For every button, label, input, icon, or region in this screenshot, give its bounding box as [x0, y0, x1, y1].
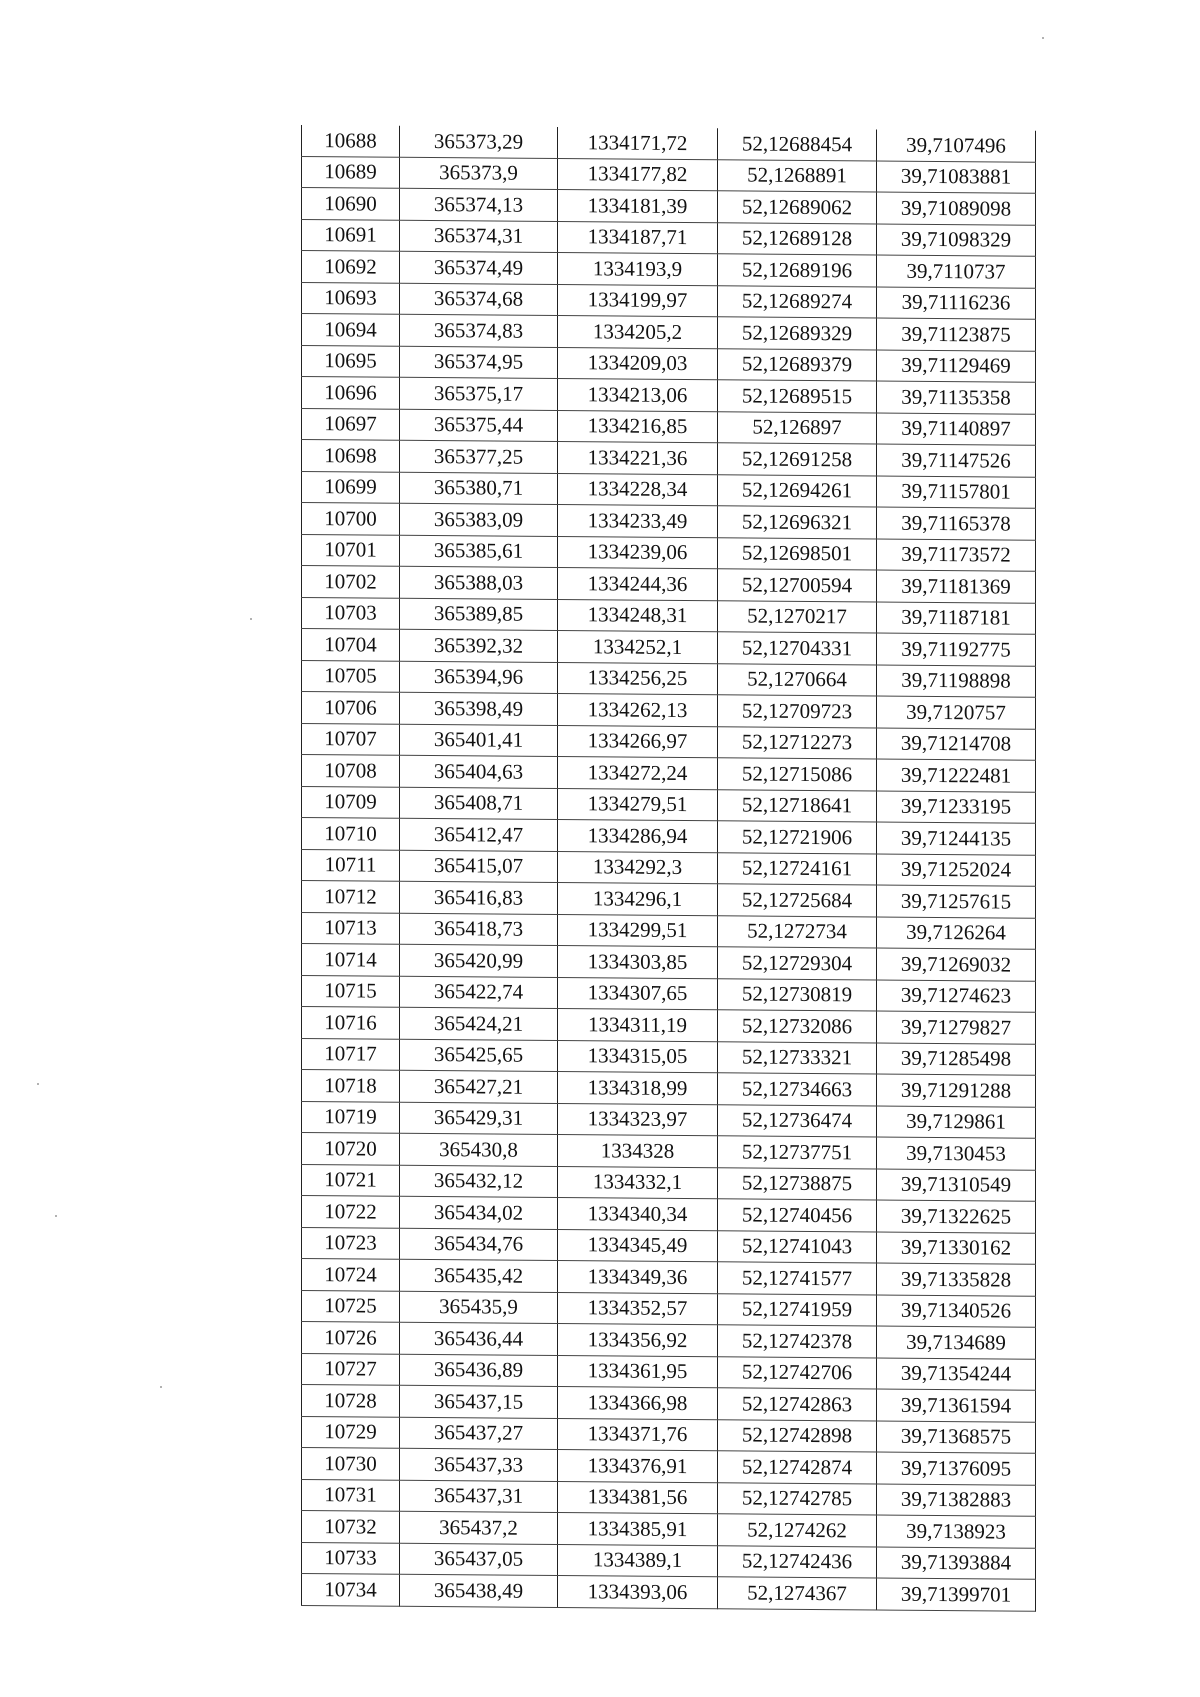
point-number-cell: 10696 — [302, 377, 400, 409]
point-number-cell: 10705 — [302, 660, 400, 692]
longitude-cell: 39,71089098 — [877, 192, 1036, 225]
x-coordinate-cell: 365415,07 — [400, 850, 558, 883]
longitude-cell: 39,71399701 — [877, 1578, 1036, 1611]
latitude-cell: 52,12694261 — [718, 474, 877, 507]
latitude-cell: 52,12732086 — [718, 1010, 877, 1043]
point-number-cell: 10731 — [302, 1479, 400, 1511]
longitude-cell: 39,71198898 — [877, 665, 1036, 698]
y-coordinate-cell: 1334244,36 — [558, 568, 718, 601]
y-coordinate-cell: 1334366,98 — [558, 1387, 718, 1420]
longitude-cell: 39,71222481 — [877, 759, 1036, 792]
latitude-cell: 52,12733321 — [718, 1041, 877, 1074]
longitude-cell: 39,7110737 — [877, 255, 1036, 288]
latitude-cell: 52,1268891 — [718, 159, 877, 192]
latitude-cell: 52,1270217 — [718, 600, 877, 633]
x-coordinate-cell: 365377,25 — [400, 440, 558, 473]
latitude-cell: 52,12689128 — [718, 222, 877, 255]
table-row — [302, 1574, 1036, 1611]
latitude-cell: 52,12730819 — [718, 978, 877, 1011]
y-coordinate-cell: 1334216,85 — [558, 410, 718, 443]
longitude-cell: 39,71173572 — [877, 539, 1036, 572]
point-number-cell: 10697 — [302, 408, 400, 440]
x-coordinate-cell: 365412,47 — [400, 818, 558, 851]
scan-speck — [160, 1386, 162, 1388]
longitude-cell: 39,71322625 — [877, 1200, 1036, 1233]
longitude-cell: 39,71244135 — [877, 822, 1036, 855]
point-number-cell: 10727 — [302, 1353, 400, 1385]
x-coordinate-cell: 365388,03 — [400, 566, 558, 599]
y-coordinate-cell: 1334361,95 — [558, 1355, 718, 1388]
longitude-cell: 39,71135358 — [877, 381, 1036, 414]
y-coordinate-cell: 1334349,36 — [558, 1261, 718, 1294]
y-coordinate-cell: 1334332,1 — [558, 1166, 718, 1199]
y-coordinate-cell: 1334311,19 — [558, 1009, 718, 1042]
y-coordinate-cell: 1334262,13 — [558, 694, 718, 727]
point-number-cell: 10690 — [302, 188, 400, 220]
longitude-cell: 39,71393884 — [877, 1547, 1036, 1580]
longitude-cell: 39,71233195 — [877, 791, 1036, 824]
x-coordinate-cell: 365425,65 — [400, 1039, 558, 1072]
latitude-cell: 52,12736474 — [718, 1104, 877, 1137]
y-coordinate-cell: 1334228,34 — [558, 473, 718, 506]
x-coordinate-cell: 365430,8 — [400, 1133, 558, 1166]
point-number-cell: 10725 — [302, 1290, 400, 1322]
coordinates-table — [301, 125, 1036, 1611]
point-number-cell: 10712 — [302, 881, 400, 913]
latitude-cell: 52,12715086 — [718, 758, 877, 791]
latitude-cell: 52,12709723 — [718, 695, 877, 728]
point-number-cell: 10702 — [302, 566, 400, 598]
y-coordinate-cell: 1334209,03 — [558, 347, 718, 380]
x-coordinate-cell: 365394,96 — [400, 661, 558, 694]
point-number-cell: 10703 — [302, 597, 400, 629]
latitude-cell: 52,1272734 — [718, 915, 877, 948]
x-coordinate-cell: 365437,2 — [400, 1511, 558, 1544]
longitude-cell: 39,71382883 — [877, 1484, 1036, 1517]
point-number-cell: 10694 — [302, 314, 400, 346]
longitude-cell: 39,71083881 — [877, 161, 1036, 194]
y-coordinate-cell: 1334181,39 — [558, 190, 718, 223]
x-coordinate-cell: 365424,21 — [400, 1007, 558, 1040]
x-coordinate-cell: 365374,83 — [400, 314, 558, 347]
latitude-cell: 52,12689379 — [718, 348, 877, 381]
y-coordinate-cell: 1334356,92 — [558, 1324, 718, 1357]
y-coordinate-cell: 1334171,72 — [558, 127, 718, 159]
x-coordinate-cell: 365416,83 — [400, 881, 558, 914]
y-coordinate-cell: 1334279,51 — [558, 788, 718, 821]
latitude-cell: 52,12704331 — [718, 632, 877, 665]
longitude-cell: 39,71147526 — [877, 444, 1036, 477]
longitude-cell: 39,7129861 — [877, 1106, 1036, 1139]
latitude-cell: 52,12718641 — [718, 789, 877, 822]
x-coordinate-cell: 365435,42 — [400, 1259, 558, 1292]
longitude-cell: 39,71140897 — [877, 413, 1036, 446]
x-coordinate-cell: 365375,44 — [400, 409, 558, 442]
longitude-cell: 39,71279827 — [877, 1011, 1036, 1044]
x-coordinate-cell: 365437,27 — [400, 1417, 558, 1450]
longitude-cell: 39,71192775 — [877, 633, 1036, 666]
x-coordinate-cell: 365373,29 — [400, 126, 558, 158]
y-coordinate-cell: 1334213,06 — [558, 379, 718, 412]
latitude-cell: 52,1274367 — [718, 1577, 877, 1610]
y-coordinate-cell: 1334376,91 — [558, 1450, 718, 1483]
y-coordinate-cell: 1334221,36 — [558, 442, 718, 475]
latitude-cell: 52,12741043 — [718, 1230, 877, 1263]
longitude-cell: 39,71129469 — [877, 350, 1036, 383]
y-coordinate-cell: 1334266,97 — [558, 725, 718, 758]
point-number-cell: 10723 — [302, 1227, 400, 1259]
longitude-cell: 39,7107496 — [877, 130, 1036, 162]
y-coordinate-cell: 1334177,82 — [558, 158, 718, 191]
point-number-cell: 10710 — [302, 818, 400, 850]
x-coordinate-cell: 365434,76 — [400, 1228, 558, 1261]
point-number-cell: 10691 — [302, 219, 400, 251]
point-number-cell: 10706 — [302, 692, 400, 724]
x-coordinate-cell: 365432,12 — [400, 1165, 558, 1198]
point-number-cell: 10721 — [302, 1164, 400, 1196]
y-coordinate-cell: 1334345,49 — [558, 1229, 718, 1262]
coordinates-table-wrapper — [301, 125, 1035, 1611]
latitude-cell: 52,12741959 — [718, 1293, 877, 1326]
longitude-cell: 39,71165378 — [877, 507, 1036, 540]
latitude-cell: 52,12691258 — [718, 443, 877, 476]
y-coordinate-cell: 1334199,97 — [558, 284, 718, 317]
y-coordinate-cell: 1334381,56 — [558, 1481, 718, 1514]
y-coordinate-cell: 1334272,24 — [558, 757, 718, 790]
latitude-cell: 52,12742898 — [718, 1419, 877, 1452]
latitude-cell: 52,12738875 — [718, 1167, 877, 1200]
point-number-cell: 10728 — [302, 1385, 400, 1417]
longitude-cell: 39,71285498 — [877, 1043, 1036, 1076]
point-number-cell: 10689 — [302, 156, 400, 188]
latitude-cell: 52,12689062 — [718, 191, 877, 224]
latitude-cell: 52,12737751 — [718, 1136, 877, 1169]
latitude-cell: 52,1270664 — [718, 663, 877, 696]
longitude-cell: 39,71361594 — [877, 1389, 1036, 1422]
x-coordinate-cell: 365435,9 — [400, 1291, 558, 1324]
latitude-cell: 52,12689329 — [718, 317, 877, 350]
y-coordinate-cell: 1334385,91 — [558, 1513, 718, 1546]
point-number-cell: 10693 — [302, 282, 400, 314]
latitude-cell: 52,1274262 — [718, 1514, 877, 1547]
x-coordinate-cell: 365404,63 — [400, 755, 558, 788]
x-coordinate-cell: 365374,68 — [400, 283, 558, 316]
scan-speck — [250, 618, 252, 620]
x-coordinate-cell: 365380,71 — [400, 472, 558, 505]
y-coordinate-cell: 1334296,1 — [558, 883, 718, 916]
point-number-cell: 10716 — [302, 1007, 400, 1039]
y-coordinate-cell: 1334340,34 — [558, 1198, 718, 1231]
point-number-cell: 10724 — [302, 1259, 400, 1291]
latitude-cell: 52,12742436 — [718, 1545, 877, 1578]
point-number-cell: 10719 — [302, 1101, 400, 1133]
point-number-cell: 10692 — [302, 251, 400, 283]
y-coordinate-cell: 1334371,76 — [558, 1418, 718, 1451]
y-coordinate-cell: 1334389,1 — [558, 1544, 718, 1577]
point-number-cell: 10707 — [302, 723, 400, 755]
longitude-cell: 39,71354244 — [877, 1358, 1036, 1391]
x-coordinate-cell: 365434,02 — [400, 1196, 558, 1229]
longitude-cell: 39,7134689 — [877, 1326, 1036, 1359]
point-number-cell: 10709 — [302, 786, 400, 818]
point-number-cell: 10715 — [302, 975, 400, 1007]
x-coordinate-cell: 365436,89 — [400, 1354, 558, 1387]
y-coordinate-cell: 1334318,99 — [558, 1072, 718, 1105]
longitude-cell: 39,71269032 — [877, 948, 1036, 981]
latitude-cell: 52,12689274 — [718, 285, 877, 318]
x-coordinate-cell: 365422,74 — [400, 976, 558, 1009]
longitude-cell: 39,71310549 — [877, 1169, 1036, 1202]
y-coordinate-cell: 1334299,51 — [558, 914, 718, 947]
y-coordinate-cell: 1334233,49 — [558, 505, 718, 538]
y-coordinate-cell: 1334303,85 — [558, 946, 718, 979]
y-coordinate-cell: 1334187,71 — [558, 221, 718, 254]
latitude-cell: 52,12742378 — [718, 1325, 877, 1358]
x-coordinate-cell: 365383,09 — [400, 503, 558, 536]
latitude-cell: 52,126897 — [718, 411, 877, 444]
longitude-cell: 39,71098329 — [877, 224, 1036, 257]
longitude-cell: 39,71291288 — [877, 1074, 1036, 1107]
longitude-cell: 39,71335828 — [877, 1263, 1036, 1296]
latitude-cell: 52,12734663 — [718, 1073, 877, 1106]
longitude-cell: 39,7138923 — [877, 1515, 1036, 1548]
x-coordinate-cell: 365373,9 — [400, 157, 558, 190]
scan-speck — [37, 1083, 39, 1085]
latitude-cell: 52,12742863 — [718, 1388, 877, 1421]
longitude-cell: 39,71181369 — [877, 570, 1036, 603]
y-coordinate-cell: 1334205,2 — [558, 316, 718, 349]
point-number-cell: 10733 — [302, 1542, 400, 1574]
coordinates-table-body — [302, 125, 1036, 1611]
longitude-cell: 39,71214708 — [877, 728, 1036, 761]
y-coordinate-cell: 1334323,97 — [558, 1103, 718, 1136]
x-coordinate-cell: 365437,31 — [400, 1480, 558, 1513]
latitude-cell: 52,12696321 — [718, 506, 877, 539]
longitude-cell: 39,71368575 — [877, 1421, 1036, 1454]
latitude-cell: 52,12742874 — [718, 1451, 877, 1484]
y-coordinate-cell: 1334315,05 — [558, 1040, 718, 1073]
longitude-cell: 39,71252024 — [877, 854, 1036, 887]
point-number-cell: 10717 — [302, 1038, 400, 1070]
y-coordinate-cell: 1334256,25 — [558, 662, 718, 695]
longitude-cell: 39,7126264 — [877, 917, 1036, 950]
longitude-cell: 39,71157801 — [877, 476, 1036, 509]
y-coordinate-cell: 1334307,65 — [558, 977, 718, 1010]
longitude-cell: 39,71376095 — [877, 1452, 1036, 1485]
point-number-cell: 10700 — [302, 503, 400, 535]
longitude-cell: 39,71340526 — [877, 1295, 1036, 1328]
point-number-cell: 10722 — [302, 1196, 400, 1228]
y-coordinate-cell: 1334286,94 — [558, 820, 718, 853]
point-number-cell: 10708 — [302, 755, 400, 787]
point-number-cell: 10734 — [302, 1574, 400, 1606]
x-coordinate-cell: 365437,33 — [400, 1448, 558, 1481]
x-coordinate-cell: 365392,32 — [400, 629, 558, 662]
point-number-cell: 10718 — [302, 1070, 400, 1102]
point-number-cell: 10704 — [302, 629, 400, 661]
x-coordinate-cell: 365418,73 — [400, 913, 558, 946]
latitude-cell: 52,12688454 — [718, 128, 877, 160]
x-coordinate-cell: 365438,49 — [400, 1574, 558, 1607]
point-number-cell: 10729 — [302, 1416, 400, 1448]
latitude-cell: 52,12689515 — [718, 380, 877, 413]
latitude-cell: 52,12742785 — [718, 1482, 877, 1515]
scan-speck — [1042, 37, 1044, 39]
x-coordinate-cell: 365374,49 — [400, 251, 558, 284]
longitude-cell: 39,71330162 — [877, 1232, 1036, 1265]
point-number-cell: 10699 — [302, 471, 400, 503]
y-coordinate-cell: 1334352,57 — [558, 1292, 718, 1325]
longitude-cell: 39,7120757 — [877, 696, 1036, 729]
point-number-cell: 10698 — [302, 440, 400, 472]
longitude-cell: 39,71187181 — [877, 602, 1036, 635]
y-coordinate-cell: 1334248,31 — [558, 599, 718, 632]
x-coordinate-cell: 365389,85 — [400, 598, 558, 631]
x-coordinate-cell: 365437,15 — [400, 1385, 558, 1418]
y-coordinate-cell: 1334252,1 — [558, 631, 718, 664]
x-coordinate-cell: 365427,21 — [400, 1070, 558, 1103]
y-coordinate-cell: 1334393,06 — [558, 1576, 718, 1609]
longitude-cell: 39,71116236 — [877, 287, 1036, 320]
x-coordinate-cell: 365385,61 — [400, 535, 558, 568]
latitude-cell: 52,12724161 — [718, 852, 877, 885]
y-coordinate-cell: 1334239,06 — [558, 536, 718, 569]
point-number-cell: 10726 — [302, 1322, 400, 1354]
point-number-cell: 10720 — [302, 1133, 400, 1165]
x-coordinate-cell: 365374,95 — [400, 346, 558, 379]
x-coordinate-cell: 365398,49 — [400, 692, 558, 725]
latitude-cell: 52,12729304 — [718, 947, 877, 980]
longitude-cell: 39,71123875 — [877, 318, 1036, 351]
scan-speck — [55, 1215, 57, 1217]
y-coordinate-cell: 1334328 — [558, 1135, 718, 1168]
y-coordinate-cell: 1334193,9 — [558, 253, 718, 286]
x-coordinate-cell: 365408,71 — [400, 787, 558, 820]
latitude-cell: 52,12721906 — [718, 821, 877, 854]
point-number-cell: 10713 — [302, 912, 400, 944]
point-number-cell: 10714 — [302, 944, 400, 976]
point-number-cell: 10701 — [302, 534, 400, 566]
latitude-cell: 52,12700594 — [718, 569, 877, 602]
latitude-cell: 52,12689196 — [718, 254, 877, 287]
point-number-cell: 10695 — [302, 345, 400, 377]
x-coordinate-cell: 365420,99 — [400, 944, 558, 977]
latitude-cell: 52,12712273 — [718, 726, 877, 759]
x-coordinate-cell: 365401,41 — [400, 724, 558, 757]
x-coordinate-cell: 365437,05 — [400, 1543, 558, 1576]
y-coordinate-cell: 1334292,3 — [558, 851, 718, 884]
longitude-cell: 39,71274623 — [877, 980, 1036, 1013]
longitude-cell: 39,71257615 — [877, 885, 1036, 918]
x-coordinate-cell: 365375,17 — [400, 377, 558, 410]
latitude-cell: 52,12740456 — [718, 1199, 877, 1232]
longitude-cell: 39,7130453 — [877, 1137, 1036, 1170]
x-coordinate-cell: 365429,31 — [400, 1102, 558, 1135]
point-number-cell: 10732 — [302, 1511, 400, 1543]
point-number-cell: 10711 — [302, 849, 400, 881]
x-coordinate-cell: 365436,44 — [400, 1322, 558, 1355]
x-coordinate-cell: 365374,31 — [400, 220, 558, 253]
latitude-cell: 52,12741577 — [718, 1262, 877, 1295]
point-number-cell: 10688 — [302, 125, 400, 157]
latitude-cell: 52,12742706 — [718, 1356, 877, 1389]
point-number-cell: 10730 — [302, 1448, 400, 1480]
latitude-cell: 52,12725684 — [718, 884, 877, 917]
latitude-cell: 52,12698501 — [718, 537, 877, 570]
x-coordinate-cell: 365374,13 — [400, 188, 558, 221]
